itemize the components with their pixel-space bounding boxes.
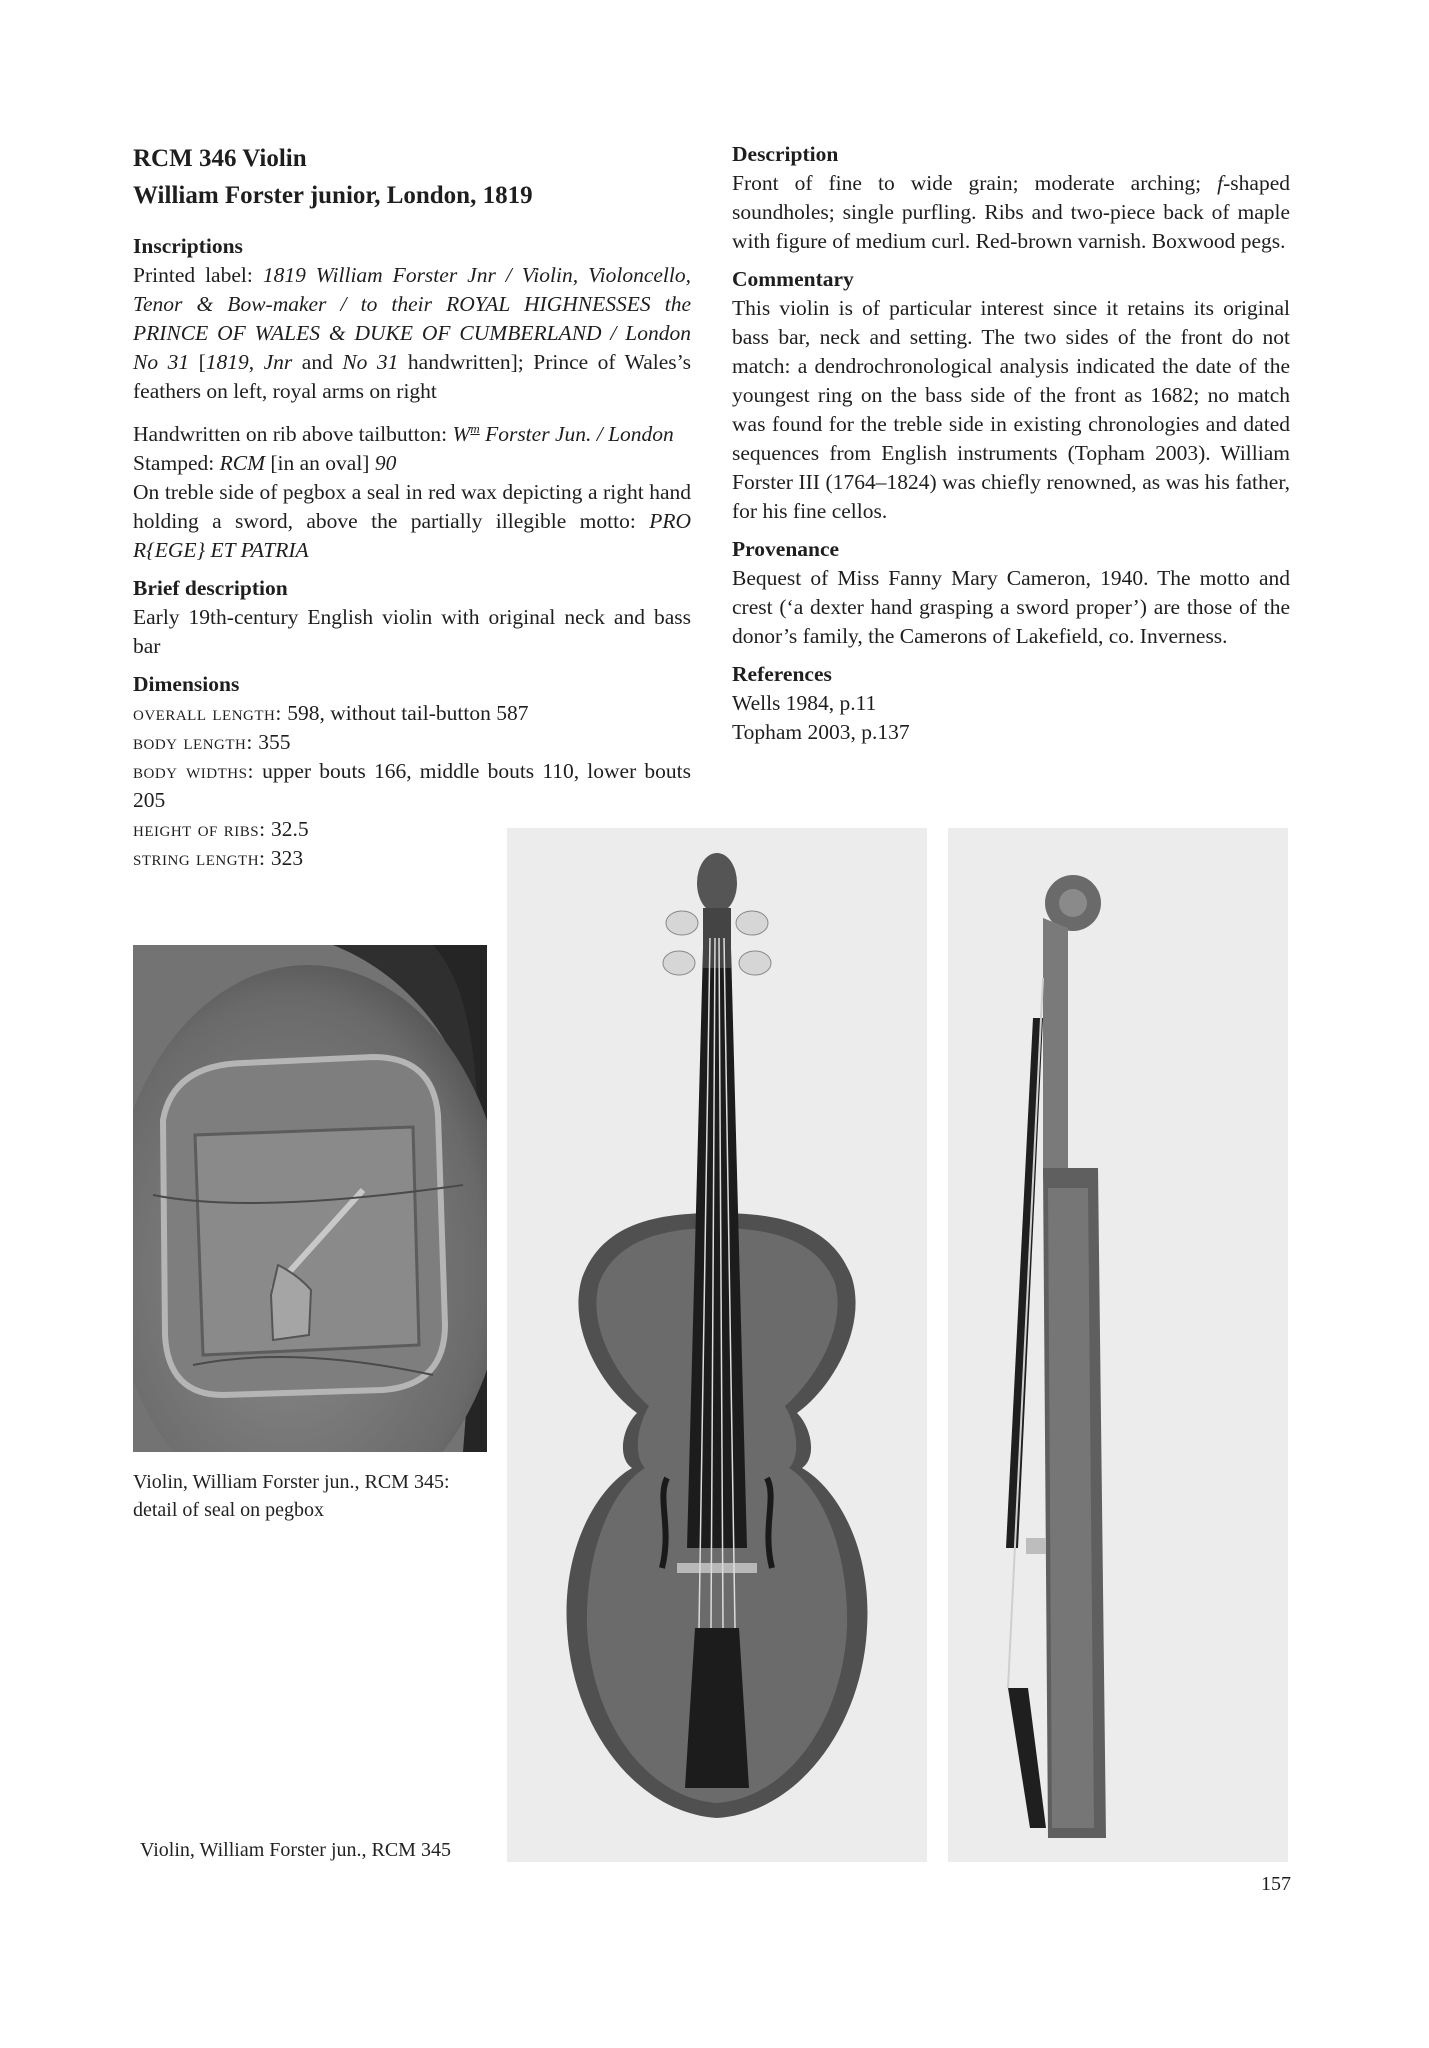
description-heading: Description (732, 142, 839, 166)
handwritten-lead: Handwritten on rib above tailbutton: (133, 422, 453, 447)
violin-side-photo (948, 828, 1288, 1862)
references-heading: References (732, 662, 832, 686)
description-f: f (1217, 171, 1224, 195)
seal-illustration (133, 945, 487, 1452)
dimension-label: body widths: (133, 759, 254, 784)
dimension-row (133, 728, 691, 757)
provenance-text: Bequest of Miss Fanny Mary Cameron, 1940. The motto and crest (‘a dexter hand grasping a sword proper’) are those of the donor’s family, the Camerons of Lakefield, co. Inverness. (732, 566, 1290, 648)
stamped-paragraph (133, 449, 691, 478)
handwritten-rest: Forster Jun. / London (479, 422, 674, 447)
bracket-open: [ (189, 350, 206, 374)
reference-item: Topham 2003, p.137 (732, 720, 910, 744)
commentary-text: This violin is of particular interest since it retains its original bass bar, neck and setting. The two sides of the front do not match: a dendrochronological analysis indicated the date of the youngest ring on the bass side of the front as 1682; no match was found for the treble side in existing chronologies and dated sequences from English instruments (Topham 2003). William Forster III (1764–1824) was chiefly renowned, as was his father, for his fine cellos. (732, 296, 1290, 523)
dimension-value: 598, without tail-button 587 (281, 701, 529, 726)
separator-comma: , (248, 350, 264, 374)
handwritten-paragraph (133, 415, 691, 449)
dimension-label: overall length: (133, 701, 282, 726)
entry-subtitle: William Forster junior, London, 1819 (133, 182, 533, 209)
violin-caption: Violin, William Forster jun., RCM 345 (140, 1839, 451, 1861)
handwritten-year: 1819 (205, 350, 249, 374)
dimension-value: upper bouts 166, middle bouts 110, lower bouts 205 (133, 759, 691, 813)
brief-description-text: Early 19th-century English violin with original neck and bass bar (133, 605, 691, 659)
handwritten-number: No 31 (342, 350, 399, 374)
stamped-number: 90 (374, 451, 397, 476)
printed-label-tail: handwritten]; Prince of Wales’s feathers on left, royal arms on right (133, 350, 692, 403)
description-text (732, 169, 1290, 256)
handwritten-w: W (452, 422, 471, 447)
seal-motto: PRO R{EGE} ET PATRIA (133, 509, 691, 563)
page-number: 157 (1261, 1873, 1291, 1895)
violin-front-photo (507, 828, 927, 1862)
handwritten-superscript: m (470, 422, 480, 436)
seal-text: On treble side of pegbox a seal in red wax depicting a right hand holding a sword, above the partially illegible motto: (133, 480, 691, 534)
printed-label-lead: Printed label: (133, 263, 263, 287)
provenance-heading: Provenance (732, 537, 840, 561)
stamped-mid: [in an oval] (264, 451, 375, 476)
dimension-row (133, 699, 691, 728)
dimensions-heading: Dimensions (133, 672, 240, 697)
violin-side-illustration (948, 828, 1288, 1862)
dimension-value: 323 (265, 846, 304, 871)
dimension-label: string length: (133, 846, 266, 871)
dimension-label: body length: (133, 730, 253, 755)
handwritten-jnr: Jnr (263, 350, 293, 374)
description-lead: Front of fine to wide grain; moderate arching; (732, 171, 1218, 195)
reference-item: Wells 1984, p.11 (732, 691, 877, 715)
commentary-heading: Commentary (732, 267, 854, 291)
description-rest: -shaped soundholes; single purfling. Ribs and two-piece back of maple with figure of medium curl. Red-brown varnish. Boxwood pegs. (732, 171, 1290, 253)
left-column (133, 140, 691, 873)
dimension-label: height of ribs: (133, 817, 266, 842)
stamped-lead: Stamped: (133, 451, 220, 476)
right-column (732, 140, 1290, 747)
printed-label-text: 1819 William Forster Jnr / Violin, Violoncello, Tenor & Bow-maker / to their ROYAL HIGHNESSES the PRINCE OF WALES & DUKE OF CUMBERLAND / London No 31 (133, 263, 691, 374)
violin-front-illustration (507, 828, 927, 1862)
separator-and: and (292, 350, 343, 374)
stamped-rcm: RCM (219, 451, 265, 476)
printed-label-paragraph (133, 261, 691, 406)
inscriptions-heading: Inscriptions (133, 234, 243, 258)
entry-title: RCM 346 Violin (133, 145, 307, 172)
dimension-value: 32.5 (265, 817, 309, 842)
dimension-row (133, 757, 691, 815)
dimension-value: 355 (252, 730, 291, 755)
seal-photo (133, 945, 487, 1452)
seal-paragraph (133, 478, 691, 565)
brief-description-heading: Brief description (133, 576, 288, 601)
seal-caption: Violin, William Forster jun., RCM 345: detail of seal on pegbox (133, 1471, 450, 1521)
